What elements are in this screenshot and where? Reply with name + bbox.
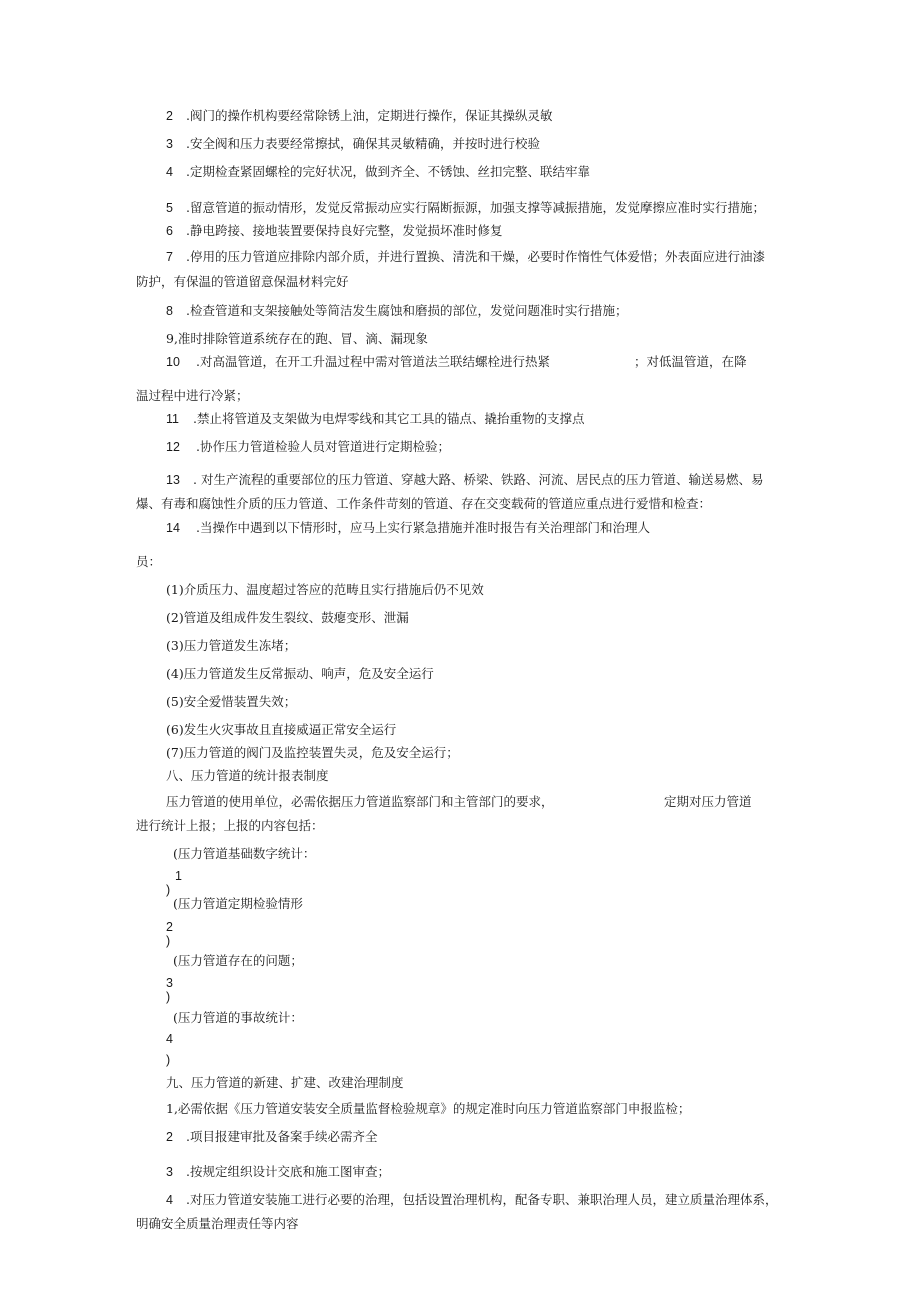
item-number: 7: [166, 250, 173, 264]
item-text: . 对生产流程的重要部位的压力管道、穿越大路、桥梁、铁路、河流、居民点的压力管道、输送易燃、易: [193, 472, 764, 487]
item-number: 14: [166, 521, 180, 535]
item-number: 13: [166, 473, 180, 487]
condition-item: (7)压力管道的阀门及监控装置失灵，危及安全运行；: [166, 745, 459, 760]
item-number: 3: [166, 1165, 173, 1179]
item-text: .当操作中遇到以下情形时，应马上实行紧急措施并准时报告有关治理部门和治理人: [196, 520, 650, 535]
condition-item: (4)压力管道发生反常振动、响声，危及安全运行: [166, 666, 434, 681]
item-number: 12: [166, 440, 180, 454]
item-text: .阀门的操作机构要经常除锈上油，定期进行操作，保证其操纵灵敏: [186, 108, 553, 123]
item-number: 6: [166, 224, 173, 238]
report-item-paren: ): [166, 883, 171, 897]
item-text: 9,准时排除管道系统存在的跑、冒、滴、漏现象: [166, 331, 428, 346]
item-number: 11: [166, 412, 179, 426]
item-text: .对高温管道，在开工升温过程中需对管道法兰联结螺栓进行热紧: [196, 354, 550, 369]
condition-item: (5)安全爱惜装置失效；: [166, 694, 297, 709]
item-number: 4: [166, 165, 173, 179]
report-item-number: 2: [166, 920, 173, 934]
item-number: 5: [166, 201, 173, 215]
condition-item: (6)发生火灾事故且直接威逼正常安全运行: [166, 722, 397, 737]
item-text: .定期检查紧固螺栓的完好状况，做到齐全、不锈蚀、丝扣完整、联结牢靠: [186, 164, 590, 179]
section-heading: 八、压力管道的统计报表制度: [166, 768, 329, 783]
item-number: 3: [166, 137, 173, 151]
item-text: .协作压力管道检验人员对管道进行定期检验；: [196, 439, 450, 454]
report-item-number: 1: [175, 869, 182, 883]
report-item-number: 4: [166, 1032, 173, 1046]
item-number: 10: [166, 355, 180, 369]
item-text: .对压力管道安装施工进行必要的治理，包括设置治理机构，配备专职、兼职治理人员，建立质量治理体系，: [186, 1192, 778, 1207]
paragraph-text-continued: 进行统计上报；上报的内容包括：: [136, 818, 324, 833]
condition-item: (1)介质压力、温度超过答应的范畴且实行措施后仍不见效: [166, 582, 484, 597]
report-item-paren: ): [166, 990, 171, 1004]
item-text: .项目报建审批及备案手续必需齐全: [186, 1129, 378, 1144]
item-text: .停用的压力管道应排除内部介质，并进行置换、清洗和干燥，必要时作惰性气体爱惜；外表面应进行油漆: [186, 249, 765, 264]
item-text: .留意管道的振动情形，发觉反常振动应实行隔断振源，加强支撑等减振措施，发觉摩擦应准时实行措施；: [186, 200, 765, 215]
report-item-text: (压力管道基础数字统计：: [173, 846, 316, 861]
item-text: .安全阀和压力表要经常擦拭，确保其灵敏精确，并按时进行校验: [186, 136, 540, 151]
paragraph-text-tail: 定期对压力管道: [664, 794, 752, 809]
condition-item: (3)压力管道发生冻堵；: [166, 638, 297, 653]
paragraph-text: 压力管道的使用单位，必需依据压力管道监察部门和主管部门的要求，: [166, 794, 554, 809]
section-heading: 九、压力管道的新建、扩建、改建治理制度: [166, 1075, 404, 1090]
item-text: .按规定组织设计交底和施工图审查；: [186, 1164, 390, 1179]
report-item-text: (压力管道存在的问题；: [173, 953, 303, 968]
item-number: 2: [166, 1130, 173, 1144]
item-text-tail: ；对低温管道，在降: [634, 354, 747, 369]
item-text: .静电跨接、接地装置要保持良好完整，发觉损坏准时修复: [186, 223, 503, 238]
item-number: 2: [166, 109, 173, 123]
item-text: .检查管道和支架接触处等简洁发生腐蚀和磨损的部位，发觉问题准时实行措施；: [186, 303, 628, 318]
item-text-continued: 防护，有保温的管道留意保温材料完好: [136, 274, 349, 289]
report-item-paren: ): [166, 1053, 171, 1067]
item-text-continued: 爆、有毒和腐蚀性介质的压力管道、工作条件苛刻的管道、存在交变载荷的管道应重点进行爱惜和检查：: [136, 496, 712, 511]
report-item-text: (压力管道的事故统计：: [173, 1010, 303, 1025]
item-number: 4: [166, 1193, 173, 1207]
item-text-continued: 温过程中进行冷紧；: [136, 388, 249, 403]
report-item-text: (压力管道定期检验情形: [173, 896, 303, 911]
item-text-continued: 明确安全质量治理责任等内容: [136, 1216, 299, 1231]
item-text: 1,必需依据《压力管道安装安全质量监督检验规章》的规定准时向压力管道监察部门申报监检；: [166, 1101, 691, 1116]
condition-item: (2)管道及组成件发生裂纹、鼓瘪变形、泄漏: [166, 610, 409, 625]
report-item-paren: ): [166, 934, 171, 948]
report-item-number: 3: [166, 976, 173, 990]
item-text-continued: 员：: [136, 554, 162, 569]
item-number: 8: [166, 304, 173, 318]
item-text: .禁止将管道及支架做为电焊零线和其它工具的锚点、撬抬重物的支撑点: [193, 411, 585, 426]
